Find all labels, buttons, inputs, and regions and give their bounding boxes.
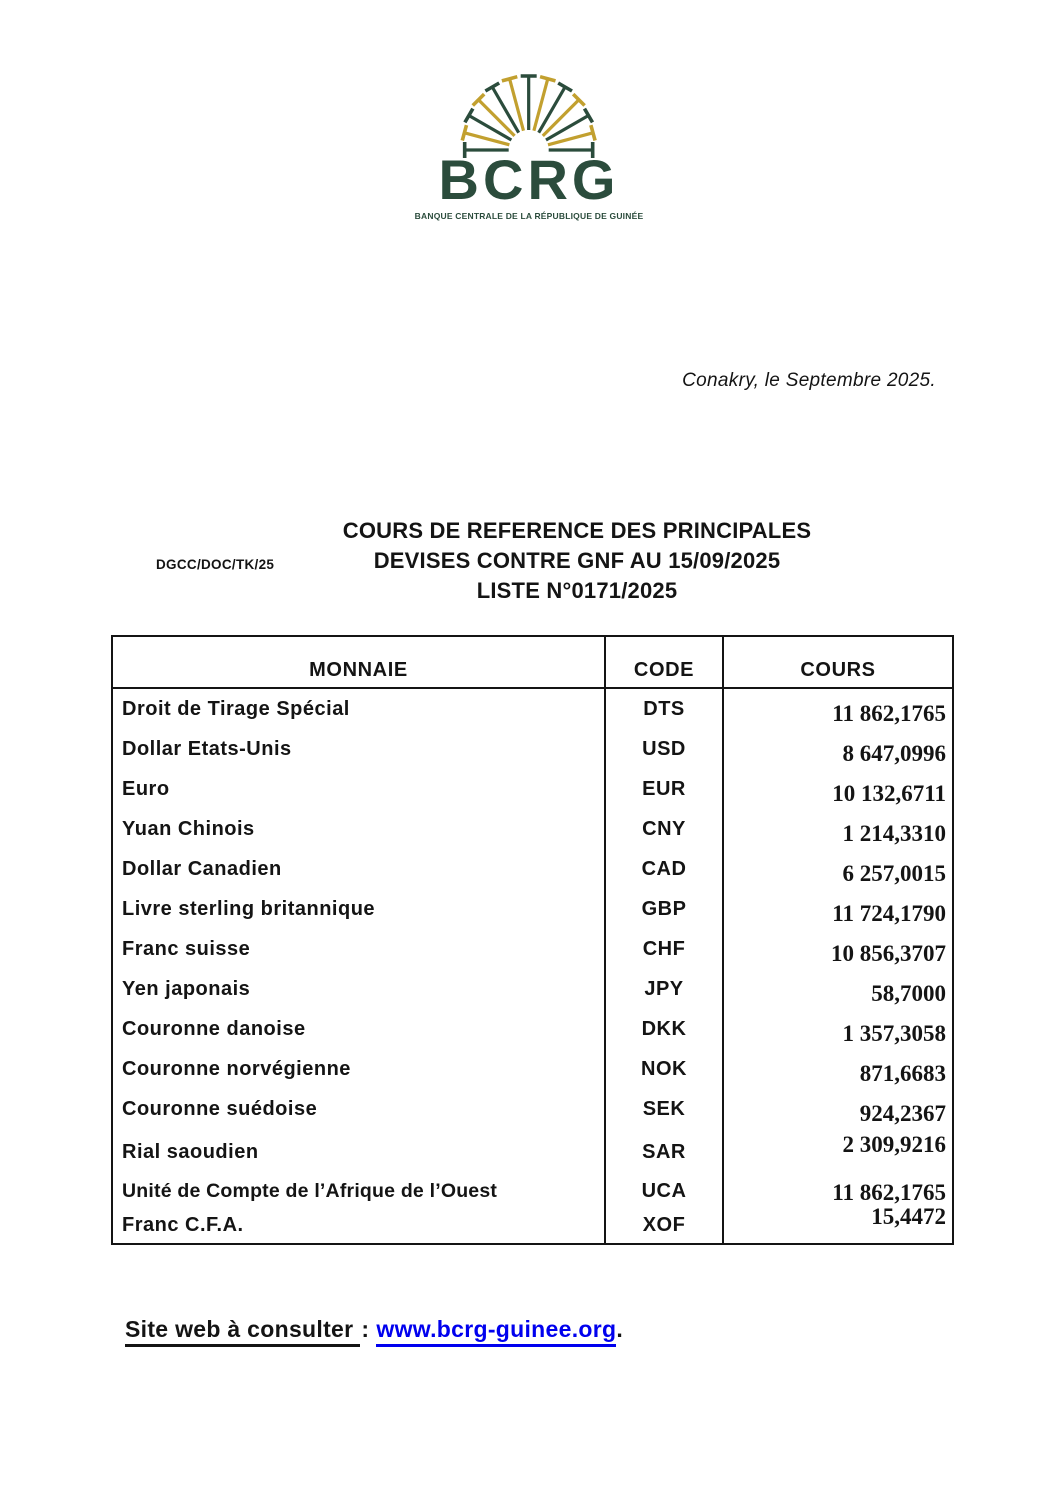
currency-code: SAR <box>606 1129 724 1175</box>
header-cours: COURS <box>800 659 876 681</box>
currency-code: CHF <box>606 929 724 969</box>
currency-name: Franc C.F.A. <box>113 1208 606 1243</box>
exchange-rate: 10 856,3707 <box>831 941 946 966</box>
currency-name: Livre sterling britannique <box>113 889 606 929</box>
exchange-rate: 871,6683 <box>859 1061 946 1086</box>
currency-code: UCA <box>606 1175 724 1208</box>
table-row <box>113 729 952 769</box>
table-row <box>113 1089 952 1129</box>
currency-code: DTS <box>606 689 724 729</box>
footer <box>125 1316 623 1347</box>
table-row <box>113 889 952 929</box>
exchange-rate: 6 257,0015 <box>842 861 946 886</box>
table-row <box>113 849 952 889</box>
currency-code: CAD <box>606 849 724 889</box>
currency-name: Couronne danoise <box>113 1009 606 1049</box>
table-row <box>113 689 952 729</box>
table-row <box>113 769 952 809</box>
currency-name: Yen japonais <box>113 969 606 1009</box>
footer-separator: : <box>361 1316 370 1342</box>
date-line: Conakry, le Septembre 2025. <box>682 370 936 391</box>
currency-name: Dollar Canadien <box>113 849 606 889</box>
currency-code: GBP <box>606 889 724 929</box>
currency-name: Couronne norvégienne <box>113 1049 606 1089</box>
exchange-rate: 1 357,3058 <box>842 1021 946 1046</box>
exchange-rate: 15,4472 <box>871 1203 946 1229</box>
exchange-rate: 924,2367 <box>859 1101 946 1126</box>
currency-name: Droit de Tirage Spécial <box>113 689 606 729</box>
header-monnaie: MONNAIE <box>113 637 606 687</box>
currency-code: NOK <box>606 1049 724 1089</box>
logo-acronym: BCRG <box>438 148 620 211</box>
trumpet-fan-icon <box>449 66 609 160</box>
footer-label: Site web à consulter <box>125 1316 360 1347</box>
table-body <box>113 689 952 1243</box>
table-row <box>113 1175 952 1208</box>
table-header-row <box>113 637 952 689</box>
logo-subtitle: BANQUE CENTRALE DE LA RÉPUBLIQUE DE GUINÉE <box>414 210 644 221</box>
currency-name: Rial saoudien <box>113 1129 606 1175</box>
exchange-rate: 2 309,9216 <box>842 1132 946 1157</box>
currency-name: Franc suisse <box>113 929 606 969</box>
exchange-rate: 11 862,1765 <box>832 701 946 726</box>
page-title <box>96 516 1058 606</box>
title-line-3: LISTE N°0171/2025 <box>476 578 678 603</box>
exchange-rate: 58,7000 <box>871 981 946 1006</box>
exchange-rate: 11 862,1765 <box>832 1179 946 1205</box>
header-code: CODE <box>606 637 724 687</box>
title-line-2: DEVISES CONTRE GNF AU 15/09/2025 <box>373 548 781 573</box>
currency-name: Euro <box>113 769 606 809</box>
footer-period: . <box>616 1316 624 1342</box>
exchange-rate: 1 214,3310 <box>842 821 946 846</box>
currency-code: EUR <box>606 769 724 809</box>
table-row <box>113 809 952 849</box>
currency-code: USD <box>606 729 724 769</box>
currency-name: Yuan Chinois <box>113 809 606 849</box>
exchange-rate-table <box>111 635 954 1245</box>
currency-code: DKK <box>606 1009 724 1049</box>
table-row <box>113 1009 952 1049</box>
exchange-rate: 10 132,6711 <box>832 781 946 806</box>
currency-name: Dollar Etats-Unis <box>113 729 606 769</box>
reference-code: DGCC/DOC/TK/25 <box>156 557 275 572</box>
bcrg-logo <box>415 66 644 221</box>
currency-name: Unité de Compte de l’Afrique de l’Ouest <box>113 1175 606 1208</box>
title-line-1: COURS DE REFERENCE DES PRINCIPALES <box>342 518 812 543</box>
table-row <box>113 929 952 969</box>
currency-code: CNY <box>606 809 724 849</box>
currency-code: JPY <box>606 969 724 1009</box>
currency-code: SEK <box>606 1089 724 1129</box>
exchange-rate: 8 647,0996 <box>842 741 946 766</box>
table-row <box>113 1129 952 1175</box>
currency-code: XOF <box>606 1208 724 1243</box>
exchange-rate: 11 724,1790 <box>832 901 946 926</box>
currency-name: Couronne suédoise <box>113 1089 606 1129</box>
table-row <box>113 1049 952 1089</box>
table-row <box>113 969 952 1009</box>
website-link[interactable]: www.bcrg-guinee.org <box>376 1316 616 1347</box>
table-row <box>113 1203 952 1243</box>
